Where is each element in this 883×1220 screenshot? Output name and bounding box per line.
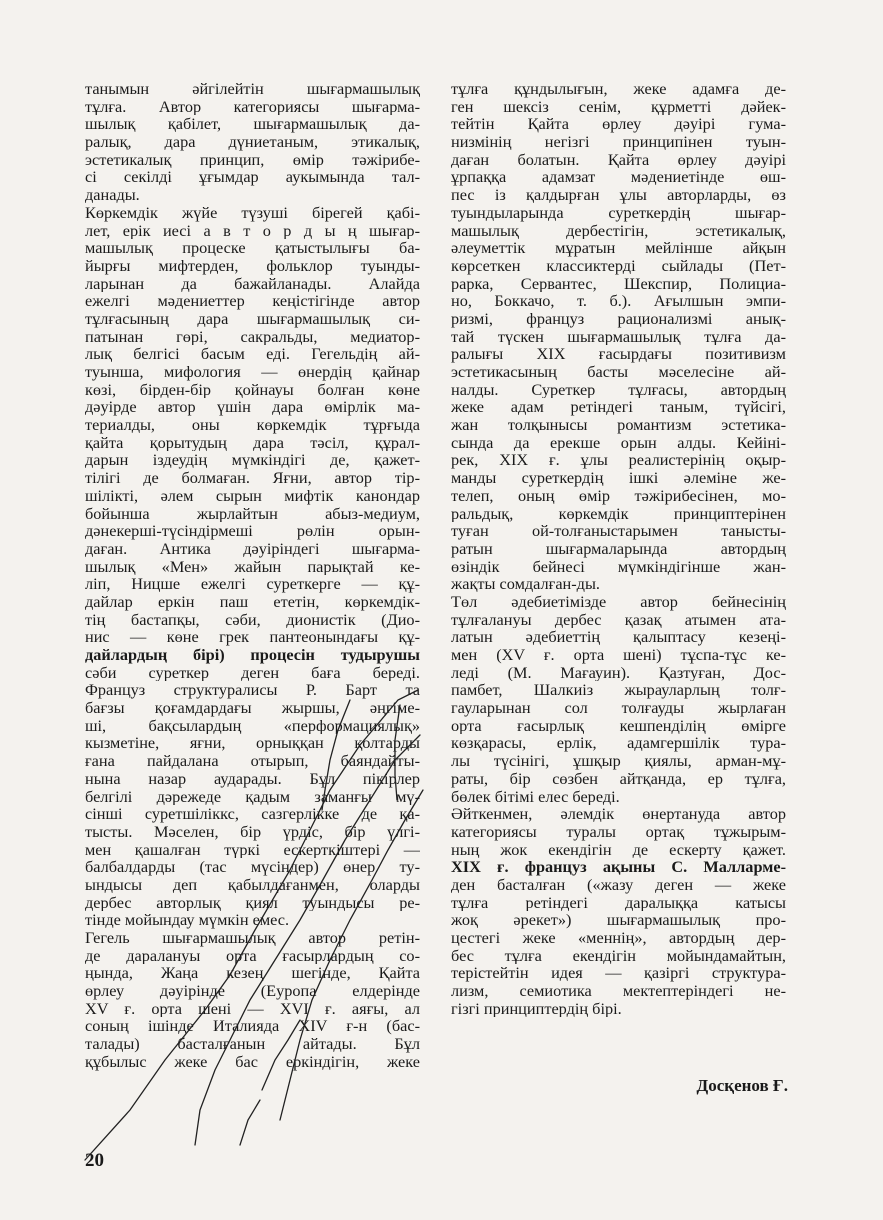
left-column-text-line: шылық «Мен» жайын парықтай ке- bbox=[85, 557, 420, 576]
left-column-text-line: данады. bbox=[85, 186, 140, 204]
left-column-text-line: сәби суреткер деген баға береді. bbox=[85, 663, 420, 682]
left-column-text-line: дарын іздеудің мүмкіндігі де, қажет- bbox=[85, 451, 420, 470]
left-column-text-line: шылық қабілет, шығармашылық да- bbox=[85, 115, 420, 134]
left-column-text-line: бағзы қоғамдардағы жыршы, әңгіме- bbox=[85, 699, 420, 717]
left-column-text-line: өрлеу дәуірінде (Еуропа елдерінде bbox=[85, 982, 420, 1000]
right-column-text-line: көзқарасы, ерлік, адамгершілік тура- bbox=[451, 734, 786, 753]
left-column-text-line: тұлға. Автор категориясы шығарма- bbox=[85, 97, 420, 116]
right-column-text-line: туындыларында суреткердің шығар- bbox=[451, 203, 786, 222]
left-column-text-line: соның ішінде Италияда XIV ғ-н (бас- bbox=[85, 1017, 420, 1036]
right-column-text-line: сында да ерекше орын алды. Кейіні- bbox=[451, 433, 786, 452]
right-column-text-line: низмінің негізгі принципінен туын- bbox=[451, 133, 786, 151]
right-column-text-line: өзіндік бейнесі мүмкіндігінше жан- bbox=[451, 557, 786, 576]
right-column-text-line: бөлек бітімі елес береді. bbox=[451, 787, 620, 806]
right-column-text-line: жоқ әрекет») шығармашылық про- bbox=[451, 911, 786, 929]
author-signature: Досқенов Ғ. bbox=[696, 1076, 788, 1095]
right-column-text-line: жеке адам ретіндегі таным, түйсігі, bbox=[451, 398, 786, 417]
left-column-text-line: машылық процеске қатыстылығы ба- bbox=[85, 239, 420, 257]
right-column-text-line: Төл әдебиетімізде автор бейнесінің bbox=[451, 592, 786, 611]
left-column-text-line: патынан гөрі, сакральды, медиатор- bbox=[85, 327, 420, 346]
left-column-text-line: құбылыс жеке бас еркіндігін, жеке bbox=[85, 1052, 420, 1071]
right-column-text-line: Әйткенмен, әлемдік өнертануда автор bbox=[451, 805, 786, 823]
left-column-text-line: лық белгісі басым еді. Гегельдің ай- bbox=[85, 345, 420, 363]
left-column-text-line: ындысы деп қабылдағанмен, оларды bbox=[85, 875, 420, 894]
left-column-text-line: нис — көне грек пантеонындағы құ- bbox=[85, 628, 420, 646]
left-column-text-line: Гегель шығармашылық автор ретін- bbox=[85, 929, 420, 947]
right-column-text-line: туған ой-толғаныстарымен таныcты- bbox=[451, 522, 786, 540]
right-column-text-line: ралығы XIX ғасырдағы позитивизм bbox=[451, 345, 786, 363]
right-column-text-line: әлеуметтік мұратын мейлінше айқын bbox=[451, 239, 786, 257]
right-column-text-line: эстетикасының басты мәселесіне ай- bbox=[451, 363, 786, 381]
right-column-text-line: ның жок екендігін де ескерту қажет. bbox=[451, 840, 786, 859]
right-column-text-line: тұлға құндылығын, жеке адамға де- bbox=[451, 80, 786, 98]
right-column-text-line: мен (XV ғ. орта шені) тұспа-тұс ке- bbox=[451, 646, 786, 664]
left-column-text-line: де даралануы орта ғасырлардың со- bbox=[85, 946, 420, 965]
left-column-text-line: дайлар еркін паш ететін, көркемдік- bbox=[85, 592, 420, 611]
right-column-text-line: раты, бір сөзбен айтқанда, ер тұлға, bbox=[451, 769, 786, 788]
right-column-text-line: ризмі, француз рационализмі анық- bbox=[451, 309, 786, 328]
right-column-text-line: латын әдебиеттің қалыптасу кезеңі- bbox=[451, 628, 786, 646]
right-column-text-line: ұрпаққа адамзат мәдениетінде өш- bbox=[451, 168, 786, 187]
left-column-text-line: сі секілді ұғымдар аукымында тал- bbox=[85, 168, 420, 187]
right-column-text-line: телеп, оның өмір тәжірибесінен, мо- bbox=[451, 486, 786, 505]
left-column-text-line: тің бастапқы, сәби, дионистік (Дио- bbox=[85, 610, 420, 629]
left-column-text-line: белгілі дәрежеде қадым заманғы мү- bbox=[85, 787, 420, 806]
left-column-text-line: Француз структуралисы Р. Барт та bbox=[85, 681, 420, 700]
left-column-text-line: Көркемдік жүйе түзуші бірегей қабі- bbox=[85, 203, 420, 222]
left-column-text-line: қайта қорытудың дара тәсіл, құрал- bbox=[85, 433, 420, 452]
right-column-text-line: жан толқынысы романтизм эстетика- bbox=[451, 416, 786, 434]
left-column-text-line: мен қашалған түркі ескерткіштері — bbox=[85, 840, 420, 859]
left-column-text-line: шілікті, әлем сырын мифтік канондар bbox=[85, 486, 420, 505]
left-column-text-line: дербес авторлық қиял туындысы ре- bbox=[85, 893, 420, 912]
left-column-text-line: ежелгі мәдениеттер кеңістігінде автор bbox=[85, 292, 420, 310]
right-column-text-line: тай түскен шығармашылық тұлға да- bbox=[451, 327, 786, 346]
right-column-text-line: но, Боккачо, т. б.). Ағылшын эмпи- bbox=[451, 292, 786, 310]
right-column-text-line: XIX ғ. француз ақыны С. Малларме- bbox=[451, 858, 786, 876]
left-column-text-line: танымын әйгілейтін шығармашылық bbox=[85, 80, 420, 98]
left-column-text-line: ші, бақсылардың «перформациялық» bbox=[85, 716, 420, 735]
scribble-stroke-7 bbox=[240, 1100, 260, 1145]
left-column-text-line: дәнекерші-түсіндірмеші рөлін орын- bbox=[85, 522, 420, 540]
left-column-text-line: нына назар аударады. Бұл пікірлер bbox=[85, 769, 420, 788]
left-column-text-line: ғана пайдалана отырып, баяндайты- bbox=[85, 752, 420, 770]
right-column-text-line: машылық дербестігін, эстетикалық, bbox=[451, 221, 786, 240]
left-column-text-line: йырғы мифтерден, фольклор туынды- bbox=[85, 256, 420, 275]
left-column-text-line: тінде мойындау мүмкін емес. bbox=[85, 911, 290, 929]
left-column-text-line: бойынша жырлайтын абыз-медиум, bbox=[85, 504, 420, 523]
right-column-text-line: категориясы туралы ортақ тұжырым- bbox=[451, 822, 786, 841]
left-column-text-line: ліп, Ницше ежелгі суреткерге — құ- bbox=[85, 575, 420, 593]
page-number: 20 bbox=[85, 1150, 104, 1171]
left-column-text-line: тұлғасының дара шығармашылық си- bbox=[85, 309, 420, 328]
left-column-text-line: тілігі де болмаған. Яғни, автор тір- bbox=[85, 469, 420, 487]
left-column-text-line: кызметіне, яғни, орныққан қолтарды bbox=[85, 734, 420, 753]
right-column-text-line: тейтін Қайта өрлеу дәуірі гума- bbox=[451, 115, 786, 134]
right-column-text-line: гізгі принциптердің бірі. bbox=[451, 999, 622, 1018]
left-column-text-line: көзі, бірден-бір қойнауы болған көне bbox=[85, 380, 420, 399]
left-column-text-line: лет, ерік иесі а в т о р д ы ң шығар- bbox=[85, 221, 420, 240]
right-column-text-line: рек, XIX ғ. ұлы реалистерінің оқыр- bbox=[451, 451, 786, 470]
right-column-text-line: көрсеткен классиктерді сыйлады (Пет- bbox=[451, 256, 786, 275]
right-column-text-line: пес із қалдырған ұлы авторларды, өз bbox=[451, 186, 786, 204]
right-column-text-line: ратын шығармаларында автордың bbox=[451, 539, 786, 558]
right-column-text-line: ден басталған («жазу деген — жеке bbox=[451, 875, 786, 894]
right-column-text-line: лизм, семиотика мектептеріндегі не- bbox=[451, 982, 786, 1000]
right-column-text-line: памбет, Шалкиіз жырауларлың толғ- bbox=[451, 681, 786, 700]
right-column-text-line: цестегі жеке «меннің», автордың дер- bbox=[451, 929, 786, 947]
right-column-text-line: жақты сомдалған-ды. bbox=[451, 575, 600, 593]
right-column-text-line: терістейтін идея — қазіргі структура- bbox=[451, 964, 786, 983]
left-column-text-line: ралық, дара дүниетаным, этикалық, bbox=[85, 133, 420, 151]
right-column-text-line: тұлға ретіндегі даралыққа катысы bbox=[451, 893, 786, 912]
left-column-text-line: ңында, Жаңа кезең шегінде, Қайта bbox=[85, 964, 420, 983]
right-column-text-line: лы түсінігі, ұшқыр қиялы, арман-мұ- bbox=[451, 752, 786, 770]
right-column-text-line: налды. Суреткер тұлғасы, автордың bbox=[451, 380, 786, 399]
right-column-text-line: рарка, Сервантес, Шекспир, Полициа- bbox=[451, 274, 786, 293]
right-column-text-line: леді (М. Мағауин). Қазтуған, Дос- bbox=[451, 663, 786, 682]
right-column-text-line: манды суреткердің ішкі әлеміне же- bbox=[451, 469, 786, 487]
left-column-text-line: эстетикалық принцип, өмір тәжірибе- bbox=[85, 150, 420, 169]
right-column-text-line: бес тұлға екендігін мойындамайтын, bbox=[451, 946, 786, 965]
left-column-text-line: ларынан да бажайланады. Алайда bbox=[85, 274, 420, 293]
left-column-text-line: сінші суретшіліккс, сазгерлікке де қа- bbox=[85, 805, 420, 823]
left-column-text-line: дайлардың бірі) процесін тудырушы bbox=[85, 646, 420, 664]
right-column-text-line: ральдық, көркемдік принциптерінен bbox=[451, 504, 786, 523]
right-column-text-line: ген шексіз сенім, құрметті дәйек- bbox=[451, 97, 786, 116]
right-column-text-line: орта ғасырлық кешпенділің өмірге bbox=[451, 716, 786, 735]
right-column-text-line: даған болатын. Қайта өрлеу дәуірі bbox=[451, 150, 786, 169]
left-column-text-line: даған. Антика дәуіріндегі шығарма- bbox=[85, 539, 420, 558]
right-column-text-line: гауларынан сол толғауды жырлаған bbox=[451, 699, 786, 717]
right-column-text-line: тұлғалануы дербес қазақ атымен ата- bbox=[451, 610, 786, 629]
left-column-text-line: териалды, оны көркемдік тұрғыда bbox=[85, 416, 420, 434]
left-column-text-line: тысты. Мәселен, бір үрдіс, бір үлгі- bbox=[85, 822, 420, 841]
right-column bbox=[451, 80, 786, 1017]
left-column-text-line: балбалдарды (тас мүсіндер) өнер ту- bbox=[85, 858, 420, 876]
left-column-text-line: дәуірде автор үшін дара өмірлік ма- bbox=[85, 398, 420, 417]
left-column bbox=[85, 80, 420, 1071]
left-column-text-line: туынша, мифология — өнердің қайнар bbox=[85, 363, 420, 381]
left-column-text-line: XV ғ. орта шені — XVI ғ. аяғы, ал bbox=[85, 999, 420, 1018]
left-column-text-line: талады) басталғанын айтады. Бұл bbox=[85, 1035, 420, 1053]
